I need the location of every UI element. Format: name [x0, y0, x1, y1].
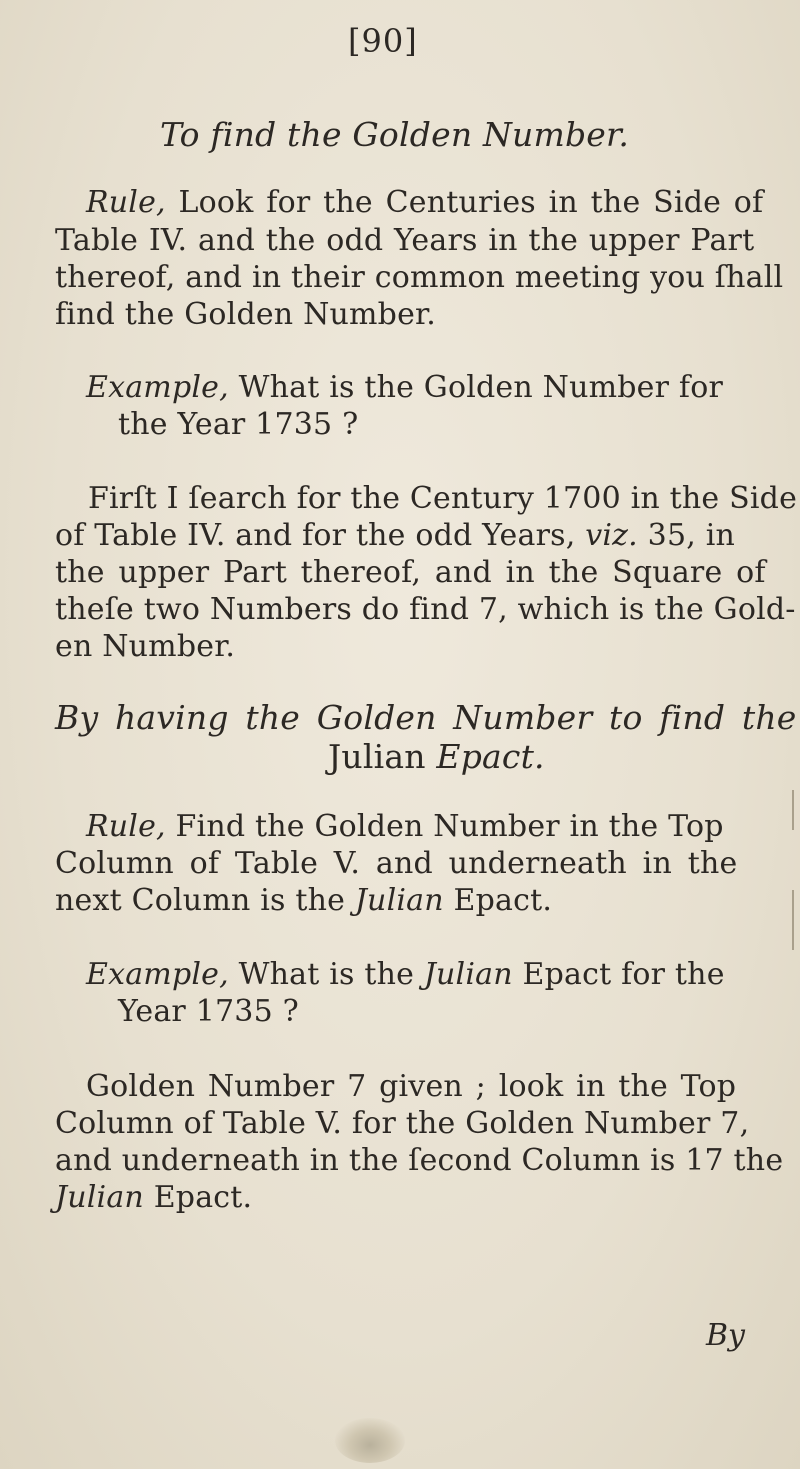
para-1-line-5: en Number.	[55, 629, 236, 664]
para-2-line-4: Julian Epact.	[55, 1180, 253, 1215]
rule-2-lead: Rule,	[86, 809, 166, 844]
example-2-lead: Example,	[86, 957, 229, 992]
catchword: By	[706, 1318, 745, 1353]
para-2-line-2: Column of Table V. for the Golden Number 7,	[55, 1106, 750, 1141]
para-1-line-3: the upper Part thereof, and in the Square of	[55, 555, 766, 590]
ink-smudge	[335, 1418, 405, 1463]
example-1-line-1: Example, What is the Golden Number for	[86, 370, 724, 405]
section-heading-julian-epact-line-2: Julian Epact.	[328, 737, 545, 776]
para-1-line-4: theſe two Numbers do find 7, which is the Gold-	[55, 592, 796, 627]
rule-1-line-1: Rule, Look for the Centuries in the Side of	[86, 185, 764, 220]
example-1-line-2: the Year 1735 ?	[118, 407, 359, 442]
rule-1-line-3: thereof, and in their common meeting you ſhall	[55, 260, 784, 295]
rule-2-line-2: Column of Table V. and underneath in the	[55, 846, 738, 881]
example-1-lead: Example,	[86, 370, 229, 405]
rule-2-line-1: Rule, Find the Golden Number in the Top	[86, 809, 724, 844]
para-2-line-3: and underneath in the ſecond Column is 17 the	[55, 1143, 784, 1178]
example-2-line-2: Year 1735 ?	[118, 994, 299, 1029]
rule-1-line-4: find the Golden Number.	[55, 297, 437, 332]
para-2-line-1: Golden Number 7 given ; look in the Top	[86, 1069, 737, 1104]
page-edge-mark	[792, 890, 794, 950]
para-1-line-2: of Table IV. and for the odd Years, viz. 35, in	[55, 518, 736, 553]
para-1-line-1: Firſt I ſearch for the Century 1700 in the Side	[88, 481, 798, 516]
section-heading-golden-number: To find the Golden Number.	[160, 115, 630, 154]
page-edge-mark	[792, 790, 794, 830]
example-2-line-1: Example, What is the Julian Epact for the	[86, 957, 725, 992]
rule-1-lead: Rule,	[86, 185, 166, 220]
page-number: [90]	[348, 22, 418, 60]
rule-1-line-2: Table IV. and the odd Years in the upper Part	[55, 223, 755, 258]
section-heading-julian-epact-line-1: By having the Golden Number to find the	[55, 698, 797, 737]
rule-2-line-3: next Column is the Julian Epact.	[55, 883, 553, 918]
